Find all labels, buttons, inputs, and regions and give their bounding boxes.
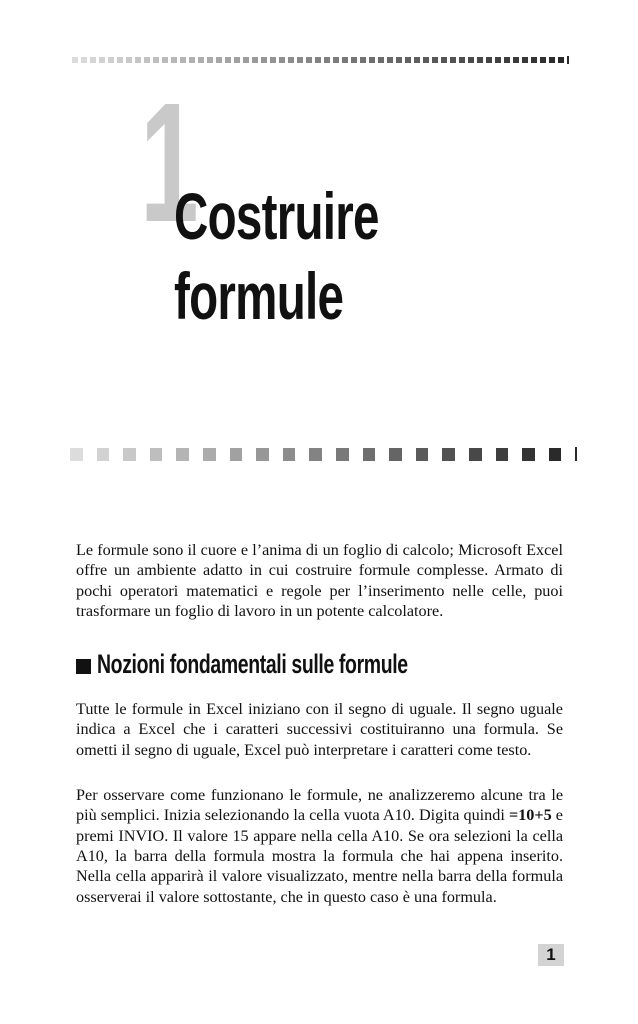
rule-square	[108, 57, 114, 63]
rule-square	[180, 57, 186, 63]
rule-square	[256, 448, 269, 461]
rule-square	[176, 448, 189, 461]
rule-square	[243, 57, 249, 63]
rule-square	[389, 448, 402, 461]
para2-text-start: Per osservare come funzionano le formule, ne analizzeremo alcune tra le più semplici. Inizia selezionando la cella vuota A10. Digita quindi	[76, 786, 563, 825]
rule-square	[153, 57, 159, 63]
rule-square	[225, 57, 231, 63]
rule-square	[234, 57, 240, 63]
rule-square	[198, 57, 204, 63]
rule-square	[477, 57, 483, 63]
rule-square	[469, 448, 482, 461]
rule-square	[279, 57, 285, 63]
chapter-title-line-1: Costruire	[174, 179, 379, 253]
rule-square	[549, 448, 562, 461]
section-heading	[76, 647, 529, 681]
rule-square	[135, 57, 141, 63]
rule-square	[414, 57, 420, 63]
rule-square	[189, 57, 195, 63]
rule-square	[405, 57, 411, 63]
rule-square	[306, 57, 312, 63]
chapter-number: 1	[140, 68, 197, 258]
chapter-title-line-2: formule	[174, 259, 344, 333]
formula-example: =10+5	[508, 806, 552, 825]
rule-square	[230, 448, 243, 461]
rule-square	[459, 57, 465, 63]
rule-square	[351, 57, 357, 63]
rule-square	[144, 57, 150, 63]
page-number: 1	[538, 944, 564, 966]
rule-square	[416, 448, 429, 461]
rule-square	[97, 448, 110, 461]
rule-square	[522, 57, 528, 63]
rule-square	[126, 57, 132, 63]
rule-square	[252, 57, 258, 63]
rule-square	[486, 57, 492, 63]
rule-square	[171, 57, 177, 63]
rule-square	[369, 57, 375, 63]
rule-square	[363, 448, 376, 461]
rule-square	[496, 448, 509, 461]
rule-square	[495, 57, 501, 63]
rule-square	[423, 57, 429, 63]
rule-square	[261, 57, 267, 63]
rule-square	[283, 448, 296, 461]
rule-square	[468, 57, 474, 63]
rule-square	[315, 57, 321, 63]
rule-square	[81, 57, 87, 63]
rule-square	[540, 57, 546, 63]
rule-square	[360, 57, 366, 63]
intro-paragraph: Le formule sono il cuore e l’anima di un foglio di calcolo; Microsoft Excel offre un ambiente adatto in cui costruire formule complesse. Armato di pochi operatori matematici e regole per l’inserimento nelle celle, puoi trasformare un foglio di lavoro in un potente calcolatore.	[76, 541, 563, 621]
middle-dotted-rule	[70, 447, 577, 461]
rule-square	[72, 57, 78, 63]
rule-square	[90, 57, 96, 63]
body-paragraph-1: Tutte le formule in Excel iniziano con il segno di uguale. Il segno uguale indica a Excel che i caratteri successivi costituiranno una formula. Se ometti il segno di uguale, Excel può interpretare i caratteri come testo.	[76, 700, 563, 759]
top-dotted-rule	[72, 56, 569, 64]
rule-square	[336, 448, 349, 461]
section-heading-text: Nozioni fondamentali sulle formule	[97, 649, 408, 679]
rule-square	[342, 57, 348, 63]
rule-end-bar	[575, 447, 577, 461]
rule-square	[99, 57, 105, 63]
rule-square	[396, 57, 402, 63]
rule-square	[504, 57, 510, 63]
rule-square	[150, 448, 163, 461]
rule-square	[450, 57, 456, 63]
rule-square	[387, 57, 393, 63]
rule-square	[531, 57, 537, 63]
body-paragraph-2	[76, 785, 563, 907]
rule-square	[297, 57, 303, 63]
rule-square	[123, 448, 136, 461]
rule-square	[558, 57, 564, 63]
rule-end-bar	[567, 56, 569, 64]
rule-square	[324, 57, 330, 63]
rule-square	[522, 448, 535, 461]
rule-square	[203, 448, 216, 461]
rule-square	[117, 57, 123, 63]
rule-square	[513, 57, 519, 63]
rule-square	[216, 57, 222, 63]
rule-square	[333, 57, 339, 63]
rule-square	[378, 57, 384, 63]
rule-square	[70, 448, 83, 461]
rule-square	[270, 57, 276, 63]
rule-square	[288, 57, 294, 63]
rule-square	[432, 57, 438, 63]
rule-square	[442, 448, 455, 461]
rule-square	[549, 57, 555, 63]
rule-square	[162, 57, 168, 63]
square-bullet-icon	[76, 659, 91, 674]
rule-square	[309, 448, 322, 461]
para2-text-end: e premi INVIO. Il valore 15 appare nella cella A10. Se ora selezioni la cella A10, la barra della formula mostra la formula che hai appena inserito. Nella cella apparirà il valore visualizzato, mentre nella barra della formula osserverai il valore sottostante, che in questo caso è una formula.	[76, 806, 563, 906]
rule-square	[207, 57, 213, 63]
chapter-title	[174, 176, 404, 336]
rule-square	[441, 57, 447, 63]
